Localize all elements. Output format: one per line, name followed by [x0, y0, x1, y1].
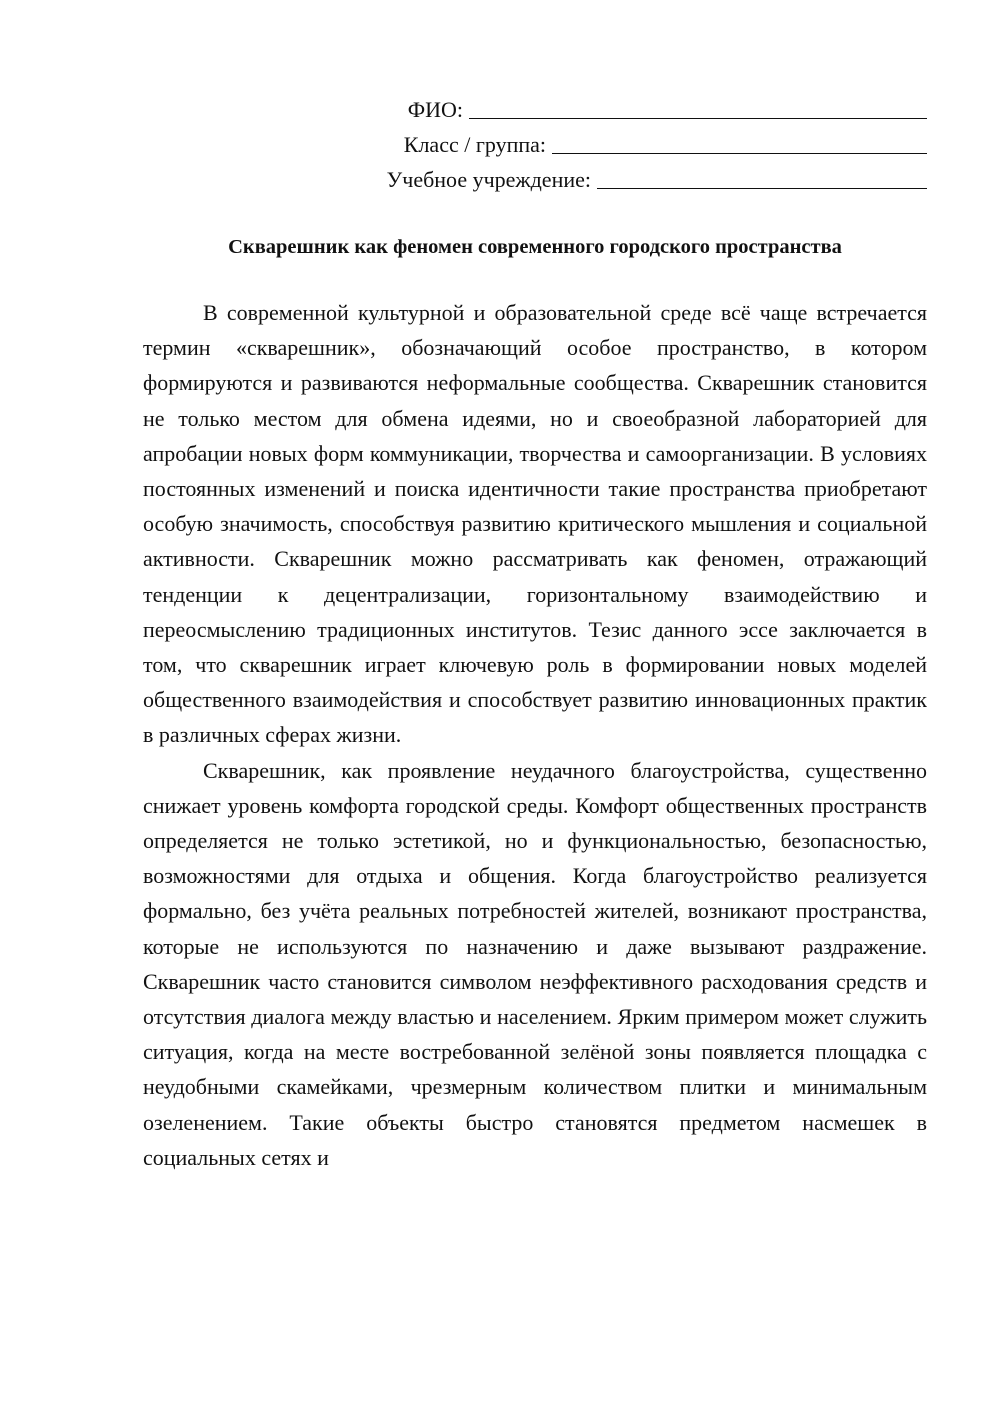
school-blank-line	[597, 188, 927, 189]
school-label: Учебное учреждение:	[386, 167, 591, 192]
essay-title: Скварешник как феномен современного городского пространства	[228, 236, 842, 258]
class-blank-line	[552, 153, 927, 154]
class-row	[367, 127, 927, 162]
paragraph: Скварешник, как проявление неудачного благоустройства, существенно снижает уровень комфорта городской среды. Комфорт общественных пространств определяется не только эстетикой, но и функциональностью, безопасностью, возможностями для отдыха и общения. Когда благоустройство реализуется формально, без учёта реальных потребностей жителей, возникают пространства, которые не используются по назначению и даже вызывают раздражение. Скварешник часто становится символом неэффективного расходования средств и отсутствия диалога между властью и населением. Ярким примером может служить ситуация, когда на месте востребованной зелёной зоны появляется площадка с неудобными скамейками, чрезмерным количеством плитки и минимальным озеленением. Такие объекты быстро становятся предметом насмешек в социальных сетях и	[143, 757, 927, 1170]
paragraph: В современной культурной и образовательной среде всё чаще встречается термин «скварешник», обозначающий особое пространство, в котором формируются и развиваются неформальные сообщества. Скварешник становится не только местом для обмена идеями, но и своеобразной лабораторией для апробации новых форм коммуникации, творчества и самоорганизации. В условиях постоянных изменений и поиска идентичности такие пространства приобретают особую значимость, способствуя развитию критического мышления и социальной активности. Скварешник можно рассматривать как феномен, отражающий тенденции к децентрализации, горизонтальному взаимодействию и переосмыслению традиционных институтов. Тезис данного эссе заключается в том, что скварешник играет ключевую роль в формировании новых моделей общественного взаимодействия и способствует развитию инновационных практик в различных сферах жизни.	[143, 300, 927, 748]
school-row	[367, 162, 927, 197]
fio-label: ФИО:	[407, 97, 463, 122]
fio-blank-line	[469, 118, 927, 119]
essay-body	[143, 295, 927, 1175]
student-info-block	[367, 92, 927, 197]
fio-row	[367, 92, 927, 127]
class-label: Класс / группа:	[403, 132, 546, 157]
